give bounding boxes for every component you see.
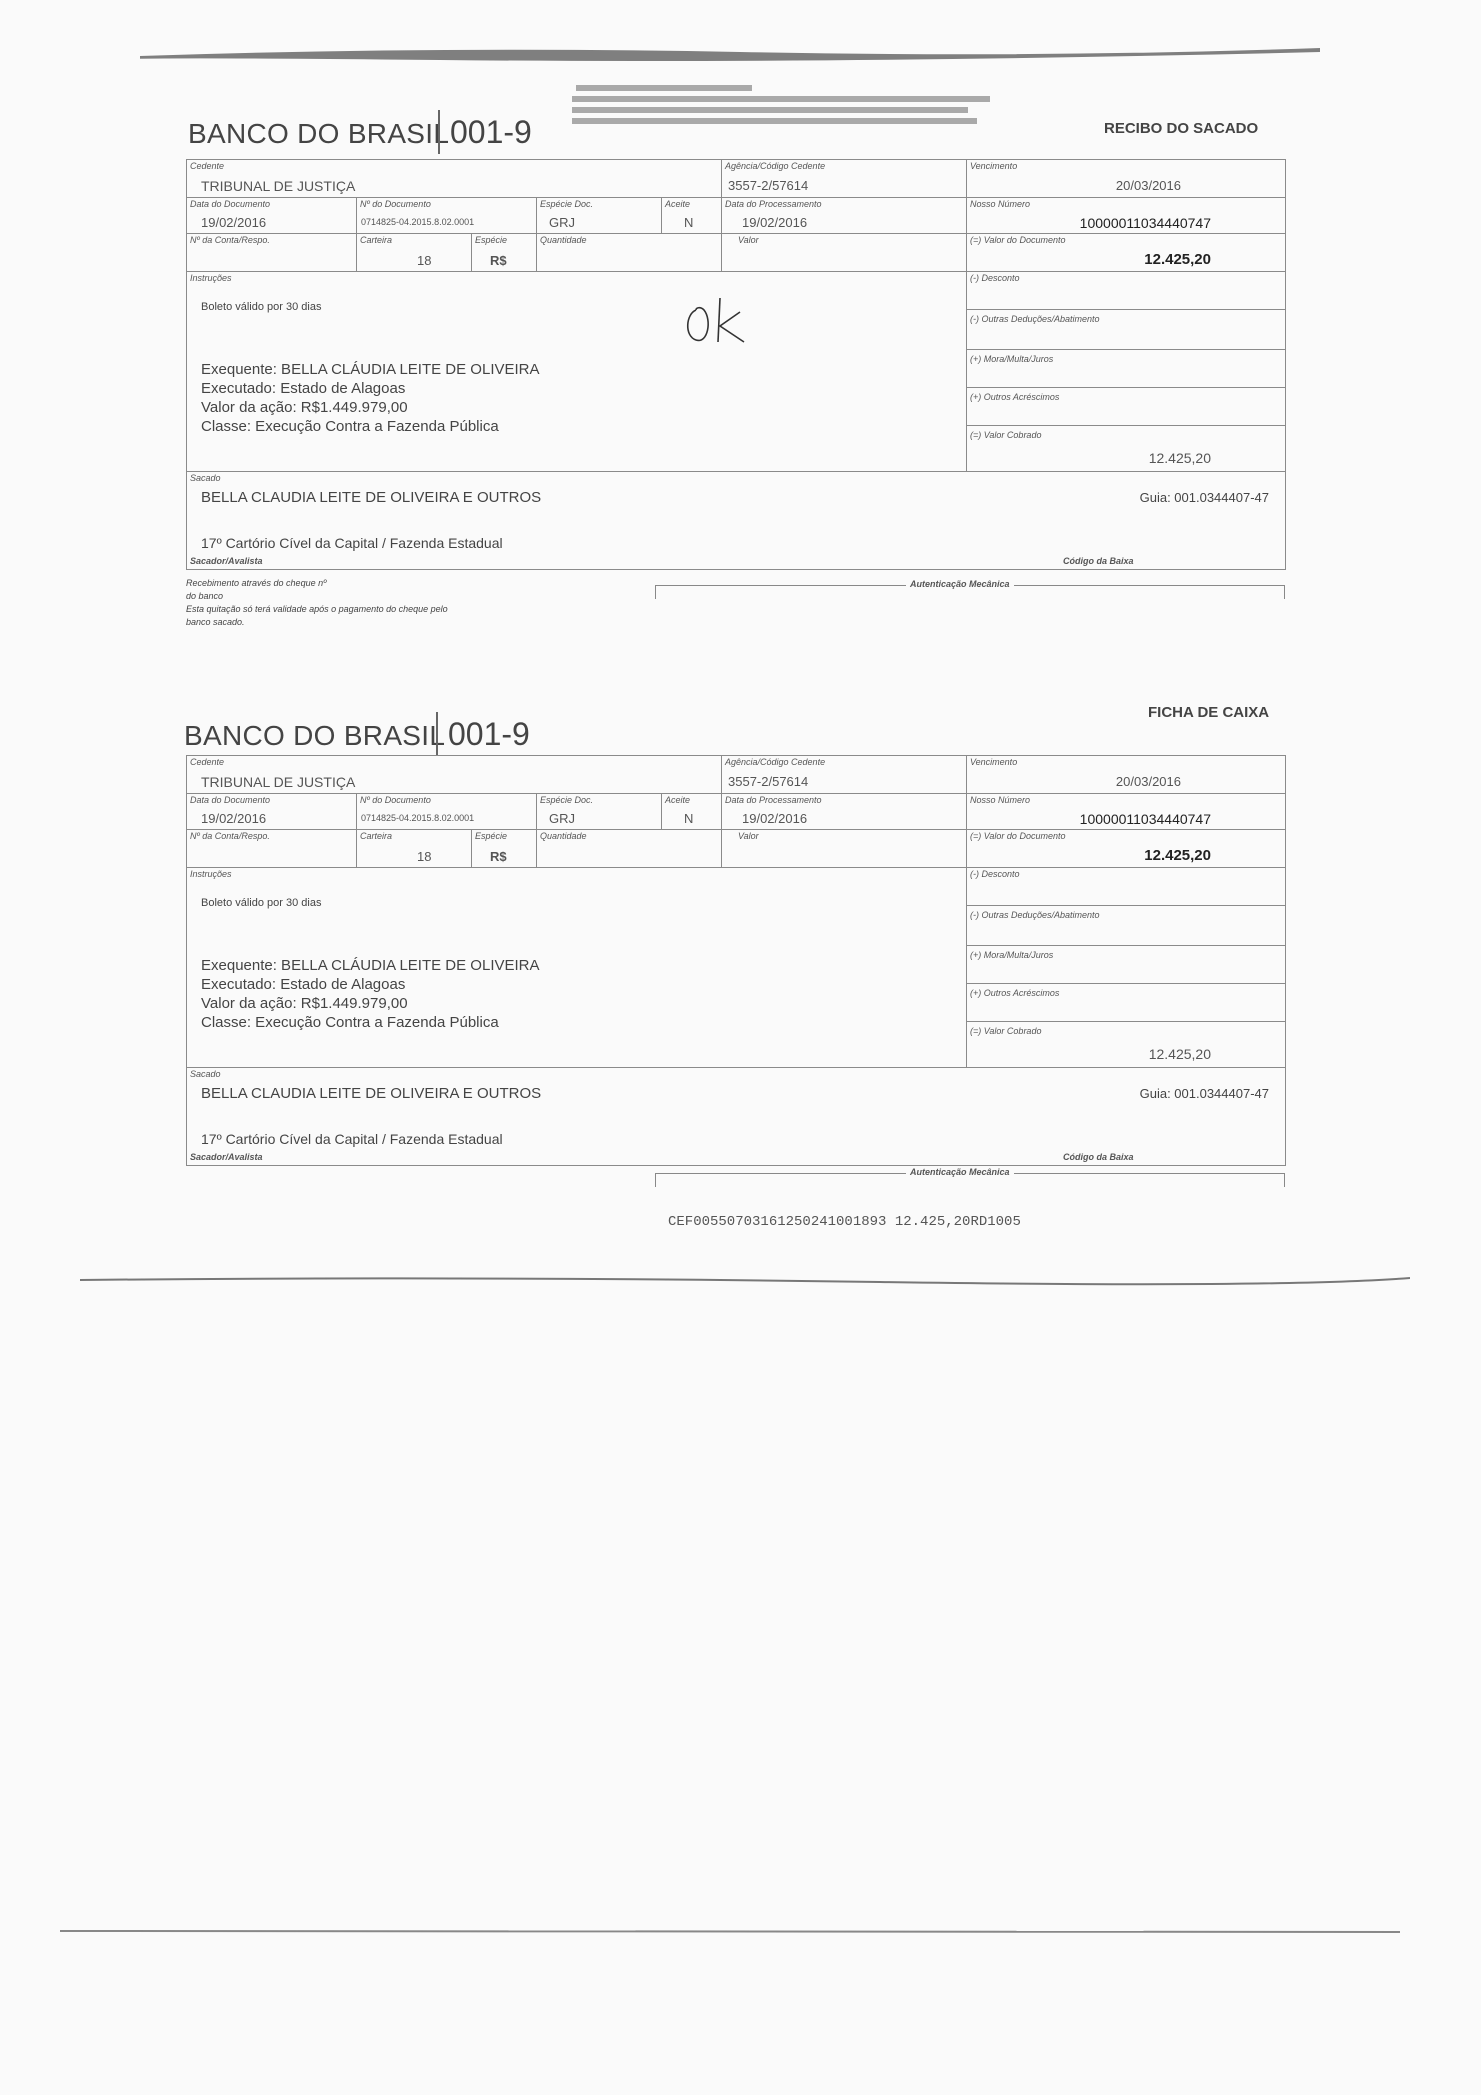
desconto-label: (-) Desconto: [970, 869, 1020, 879]
valor-documento-cell: [967, 234, 1285, 272]
autenticacao-label: Autenticação Mecânica: [906, 1167, 1014, 1177]
aceite-cell: [662, 198, 722, 234]
valor-cobrado-label: (=) Valor Cobrado: [970, 430, 1042, 440]
autenticacao-label: Autenticação Mecânica: [906, 579, 1014, 589]
quantidade-cell: [537, 234, 722, 272]
especie-label: Espécie: [475, 235, 508, 245]
data-processamento-value: 19/02/2016: [742, 215, 808, 230]
especie-cell: [472, 830, 537, 868]
especie-doc-cell: [537, 198, 662, 234]
outros-acrescimos-cell: [967, 388, 1285, 426]
especie-doc-cell: [537, 794, 662, 830]
outras-deducoes-label: (-) Outras Deduções/Abatimento: [970, 910, 1100, 920]
especie-value: R$: [490, 849, 507, 864]
bank-code: 001-9: [438, 110, 532, 154]
carteira-label: Carteira: [360, 235, 393, 245]
aceite-cell: [662, 794, 722, 830]
conta-cell: [187, 830, 357, 868]
valor-cobrado-label: (=) Valor Cobrado: [970, 1026, 1042, 1036]
desconto-cell: [967, 272, 1285, 310]
slip-title: RECIBO DO SACADO: [1104, 120, 1259, 137]
slip-title: FICHA DE CAIXA: [1148, 704, 1270, 721]
nosso-numero-value: 10000011034440747: [1079, 811, 1211, 827]
scan-fold-shadow-lower: [80, 1272, 1410, 1292]
valor-label: Valor: [738, 235, 759, 245]
cedente-label: Cedente: [190, 757, 225, 767]
vencimento-label: Vencimento: [970, 161, 1018, 171]
machine-print-line: CEF00550703161250241001893 12.425,20RD1005: [668, 1214, 1021, 1230]
cartorio-text: 17º Cartório Cível da Capital / Fazenda Estadual: [201, 1131, 503, 1147]
agencia-value: 3557-2/57614: [728, 774, 809, 789]
sacado-cell: [187, 1068, 1285, 1166]
sacado-name: BELLA CLAUDIA LEITE DE OLIVEIRA E OUTROS: [201, 489, 542, 506]
valor-acao-text: Valor da ação: R$1.449.979,00: [201, 995, 408, 1012]
autenticacao-tick-left: [655, 1173, 656, 1187]
scan-fold-shadow: [140, 44, 1320, 66]
conta-cell: [187, 234, 357, 272]
valor-documento-value: 12.425,20: [1144, 251, 1211, 268]
guia-number: Guia: 001.0344407-47: [1139, 490, 1269, 505]
outros-acrescimos-label: (+) Outros Acréscimos: [970, 988, 1060, 998]
mora-label: (+) Mora/Multa/Juros: [970, 950, 1054, 960]
data-documento-label: Data do Documento: [190, 795, 271, 805]
aceite-value: N: [684, 215, 694, 230]
codigo-baixa-label: Código da Baixa: [1063, 1152, 1134, 1162]
especie-doc-value: GRJ: [549, 811, 575, 826]
data-processamento-cell: [722, 198, 967, 234]
data-processamento-cell: [722, 794, 967, 830]
sacado-cell: [187, 472, 1285, 570]
cedente-label: Cedente: [190, 161, 225, 171]
data-documento-label: Data do Documento: [190, 199, 271, 209]
carteira-cell: [357, 830, 472, 868]
classe-text: Classe: Execução Contra a Fazenda Pública: [201, 1014, 499, 1031]
vencimento-value: 20/03/2016: [1115, 774, 1181, 789]
outras-deducoes-label: (-) Outras Deduções/Abatimento: [970, 314, 1100, 324]
numero-documento-cell: [357, 794, 537, 830]
executado-text: Executado: Estado de Alagoas: [201, 976, 406, 993]
nosso-numero-label: Nosso Número: [970, 199, 1031, 209]
especie-value: R$: [490, 253, 507, 268]
especie-cell: [472, 234, 537, 272]
carteira-cell: [357, 234, 472, 272]
sacado-name: BELLA CLAUDIA LEITE DE OLIVEIRA E OUTROS: [201, 1085, 542, 1102]
data-documento-cell: [187, 198, 357, 234]
handwritten-ok-mark: [682, 296, 752, 348]
nosso-numero-cell: [967, 794, 1285, 830]
valor-cobrado-value: 12.425,20: [1148, 1046, 1211, 1062]
outras-deducoes-cell: [967, 906, 1285, 946]
valor-cell: [722, 234, 967, 272]
desconto-label: (-) Desconto: [970, 273, 1020, 283]
recebimento-line-2: do banco: [186, 591, 224, 601]
autenticacao-tick-right: [1284, 1173, 1285, 1187]
bank-code: 001-9: [436, 712, 530, 756]
agencia-cell: [722, 160, 967, 198]
data-processamento-value: 19/02/2016: [742, 811, 808, 826]
sacador-label: Sacador/Avalista: [190, 1152, 263, 1162]
cedente-value: TRIBUNAL DE JUSTIÇA: [201, 178, 356, 194]
classe-text: Classe: Execução Contra a Fazenda Pública: [201, 418, 499, 435]
carteira-label: Carteira: [360, 831, 393, 841]
quantidade-cell: [537, 830, 722, 868]
sacado-label: Sacado: [190, 1069, 221, 1079]
desconto-cell: [967, 868, 1285, 906]
valor-cobrado-value: 12.425,20: [1148, 450, 1211, 466]
especie-doc-label: Espécie Doc.: [540, 795, 594, 805]
valor-documento-value: 12.425,20: [1144, 847, 1211, 864]
data-documento-value: 19/02/2016: [201, 215, 267, 230]
especie-doc-label: Espécie Doc.: [540, 199, 594, 209]
outros-acrescimos-cell: [967, 984, 1285, 1022]
valor-documento-cell: [967, 830, 1285, 868]
aceite-value: N: [684, 811, 694, 826]
guia-number: Guia: 001.0344407-47: [1139, 1086, 1269, 1101]
numero-documento-value: 0714825-04.2015.8.02.0001: [361, 813, 475, 823]
vencimento-cell: [967, 160, 1285, 198]
executado-text: Executado: Estado de Alagoas: [201, 380, 406, 397]
vencimento-value: 20/03/2016: [1115, 178, 1181, 193]
valor-documento-label: (=) Valor do Documento: [970, 235, 1066, 245]
cedente-cell: [187, 756, 722, 794]
cedente-value: TRIBUNAL DE JUSTIÇA: [201, 774, 356, 790]
quantidade-label: Quantidade: [540, 235, 587, 245]
data-documento-cell: [187, 794, 357, 830]
exequente-text: Exequente: BELLA CLÁUDIA LEITE DE OLIVEIRA: [201, 361, 540, 378]
agencia-value: 3557-2/57614: [728, 178, 809, 193]
codigo-baixa-label: Código da Baixa: [1063, 556, 1134, 566]
vencimento-cell: [967, 756, 1285, 794]
outros-acrescimos-label: (+) Outros Acréscimos: [970, 392, 1060, 402]
carteira-value: 18: [417, 849, 432, 864]
vencimento-label: Vencimento: [970, 757, 1018, 767]
valor-cobrado-cell: [967, 426, 1285, 472]
agencia-label: Agência/Código Cedente: [725, 161, 826, 171]
bank-name: BANCO DO BRASIL: [188, 118, 450, 149]
numero-documento-label: Nº do Documento: [360, 199, 431, 209]
mora-cell: [967, 350, 1285, 388]
valor-cobrado-cell: [967, 1022, 1285, 1068]
exequente-text: Exequente: BELLA CLÁUDIA LEITE DE OLIVEIRA: [201, 957, 540, 974]
agencia-cell: [722, 756, 967, 794]
boleto-grid: [186, 159, 1286, 570]
data-processamento-label: Data do Processamento: [725, 199, 822, 209]
outras-deducoes-cell: [967, 310, 1285, 350]
recebimento-line-1: Recebimento através do cheque nº: [186, 578, 327, 588]
autenticacao-tick-right: [1284, 585, 1285, 599]
cartorio-text: 17º Cartório Cível da Capital / Fazenda Estadual: [201, 535, 503, 551]
valor-acao-text: Valor da ação: R$1.449.979,00: [201, 399, 408, 416]
recebimento-line-4: banco sacado.: [186, 617, 245, 627]
instrucao-validade: Boleto válido por 30 dias: [201, 897, 322, 909]
valor-label: Valor: [738, 831, 759, 841]
especie-doc-value: GRJ: [549, 215, 575, 230]
data-processamento-label: Data do Processamento: [725, 795, 822, 805]
bank-name: BANCO DO BRASIL: [184, 720, 446, 751]
nosso-numero-cell: [967, 198, 1285, 234]
mora-cell: [967, 946, 1285, 984]
aceite-label: Aceite: [665, 795, 691, 805]
sacado-label: Sacado: [190, 473, 221, 483]
quantidade-label: Quantidade: [540, 831, 587, 841]
carteira-value: 18: [417, 253, 432, 268]
payment-notice-redacted: [572, 80, 1012, 144]
instrucoes-cell: [187, 272, 967, 472]
instrucoes-label: Instruções: [190, 273, 232, 283]
instrucoes-cell: [187, 868, 967, 1068]
boleto-grid: [186, 755, 1286, 1166]
sacador-label: Sacador/Avalista: [190, 556, 263, 566]
recebimento-line-3: Esta quitação só terá validade após o pagamento do cheque pelo: [186, 604, 448, 614]
numero-documento-cell: [357, 198, 537, 234]
especie-label: Espécie: [475, 831, 508, 841]
nosso-numero-value: 10000011034440747: [1079, 215, 1211, 231]
valor-cell: [722, 830, 967, 868]
instrucoes-label: Instruções: [190, 869, 232, 879]
nosso-numero-label: Nosso Número: [970, 795, 1031, 805]
conta-label: Nº da Conta/Respo.: [190, 235, 270, 245]
data-documento-value: 19/02/2016: [201, 811, 267, 826]
conta-label: Nº da Conta/Respo.: [190, 831, 270, 841]
autenticacao-tick-left: [655, 585, 656, 599]
aceite-label: Aceite: [665, 199, 691, 209]
cedente-cell: [187, 160, 722, 198]
agencia-label: Agência/Código Cedente: [725, 757, 826, 767]
mora-label: (+) Mora/Multa/Juros: [970, 354, 1054, 364]
instrucao-validade: Boleto válido por 30 dias: [201, 301, 322, 313]
scan-page-edge: [60, 1928, 1400, 1934]
valor-documento-label: (=) Valor do Documento: [970, 831, 1066, 841]
numero-documento-value: 0714825-04.2015.8.02.0001: [361, 217, 475, 227]
numero-documento-label: Nº do Documento: [360, 795, 431, 805]
